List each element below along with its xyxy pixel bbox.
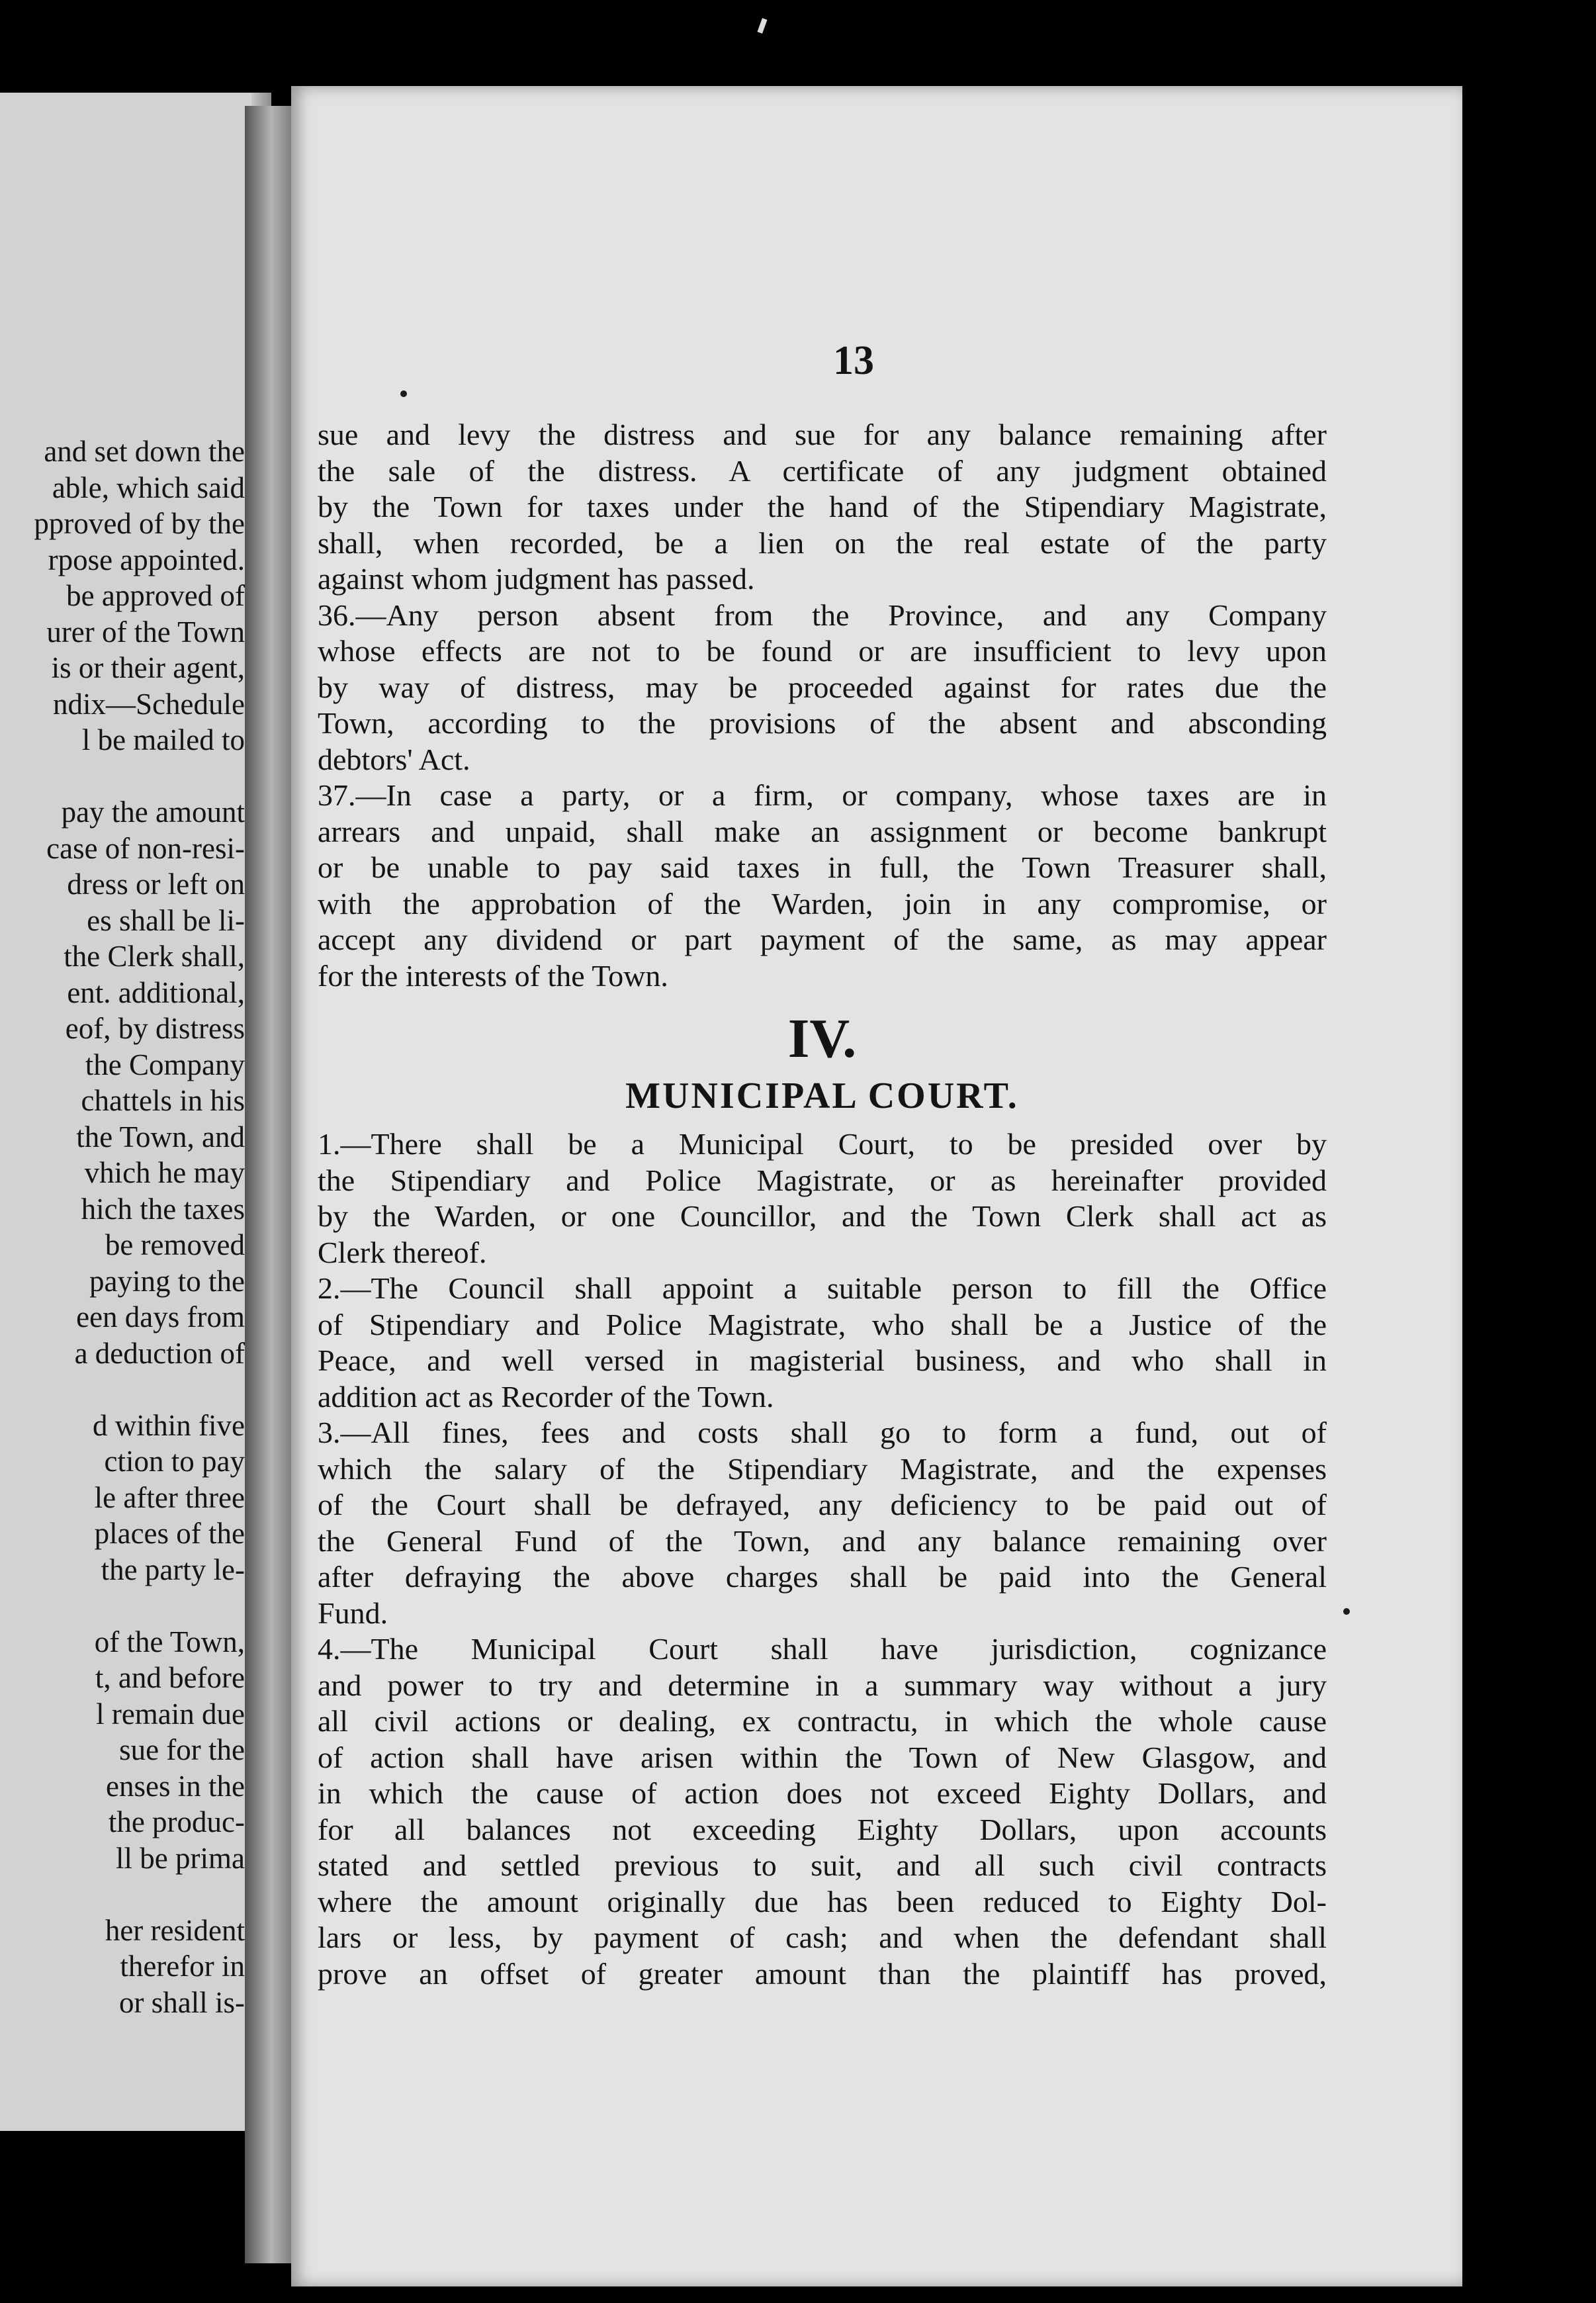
left-page-line: sue for the [119,1733,245,1766]
left-page-line: chattels in his [81,1084,245,1117]
text-line: Fund. [318,1596,388,1630]
right-page [291,86,1462,2286]
text-line: of Stipendiary and Police Magistrate, who shall be a Justice of the [318,1307,1327,1341]
left-page-line: ndix—Schedule [53,687,245,721]
left-page-line: the produc- [108,1805,245,1838]
left-page-line: l be mailed to [81,723,245,756]
left-page-line: een days from [76,1300,245,1333]
text-line: for all balances not exceeding Eighty Dollars, upon accounts [318,1812,1327,1846]
section-36-paragraph [318,598,1327,778]
text-line: the General Fund of the Town, and any balance remaining over [318,1523,1327,1558]
text-line: which the salary of the Stipendiary Magistrate, and the expenses [318,1451,1327,1486]
left-page-line: able, which said [52,471,245,504]
text-line: the sale of the distress. A certificate of any judgment obtained [318,453,1327,488]
scan-artifact-mark [757,18,767,33]
text-line: after defraying the above charges shall be paid into the General [318,1560,1327,1594]
text-line: 36.—Any person absent from the Province, and any Company [318,598,1327,632]
text-line: 37.—In case a party, or a firm, or company, whose taxes are in [318,778,1327,812]
text-line: shall, when recorded, be a lien on the real estate of the party [318,525,1327,560]
left-page-line: a deduction of [74,1336,245,1370]
clause-2-paragraph [318,1271,1327,1415]
page-body-text [318,417,1327,1992]
left-page-line: hich the taxes [81,1192,245,1226]
left-page-line: pay the amount [61,795,245,829]
text-line: lars or less, by payment of cash; and when the defendant shall [318,1920,1327,1954]
text-line: 2.—The Council shall appoint a suitable person to fill the Office [318,1271,1327,1305]
left-page-line: or shall is- [119,1985,245,2019]
left-page-line: pproved of by the [34,507,245,540]
left-page-line: be removed [105,1228,245,1261]
text-line: prove an offset of greater amount than the plaintiff has proved, [318,1956,1327,1991]
text-line: by way of distress, may be proceeded against for rates due the [318,670,1327,704]
left-page-line: l remain due [96,1697,245,1731]
left-page-line: the Town, and [76,1120,245,1153]
left-page-line: dress or left on [67,868,245,901]
left-page-line: t, and before [95,1661,245,1694]
book-gutter [245,106,298,2263]
left-page-line: the Company [85,1048,245,1081]
left-page-line: her resident [105,1913,245,1947]
left-page-line: the Clerk shall, [64,940,245,973]
text-line: 4.—The Municipal Court shall have jurisdiction, cognizance [318,1632,1327,1666]
text-line: Peace, and well versed in magisterial business, and who shall in [318,1343,1327,1377]
text-line: by the Warden, or one Councillor, and the Town Clerk shall act as [318,1199,1327,1233]
text-line: debtors' Act. [318,742,470,776]
left-page-line: of the Town, [94,1625,245,1658]
left-page-line: the party le- [101,1553,245,1586]
text-line: the Stipendiary and Police Magistrate, or as hereinafter provided [318,1163,1327,1197]
text-line: addition act as Recorder of the Town. [318,1379,774,1414]
text-line: by the Town for taxes under the hand of the Stipendiary Magistrate, [318,490,1327,523]
ink-speck [400,390,407,397]
left-page-line: enses in the [106,1769,245,1803]
text-line: for the interests of the Town. [318,958,668,993]
left-page-line: ent. additional, [67,975,245,1009]
left-page-line: is or their agent, [51,651,245,684]
paragraph-continuation [318,417,1327,598]
left-facing-page [0,93,271,2131]
text-line: stated and settled previous to suit, and all such civil contracts [318,1848,1327,1882]
text-line: arrears and unpaid, shall make an assignment or become bankrupt [318,814,1327,848]
text-line: whose effects are not to be found or are insufficient to levy upon [318,634,1327,668]
left-page-line: ll be prima [116,1841,245,1875]
section-37-paragraph [318,778,1327,994]
text-line: 3.—All fines, fees and costs shall go to form a fund, out of [318,1416,1327,1449]
text-line: or be unable to pay said taxes in full, the Town Treasurer shall, [318,850,1327,884]
left-page-line: case of non-resi- [46,831,245,865]
text-line: 1.—There shall be a Municipal Court, to be presided over by [318,1127,1327,1161]
left-page-line: paying to the [89,1264,245,1298]
left-page-line: places of the [94,1517,245,1550]
ink-speck [1343,1608,1350,1615]
text-line: of the Court shall be defrayed, any deficiency to be paid out of [318,1488,1327,1521]
text-line: accept any dividend or part payment of the same, as may appear [318,923,1327,956]
left-page-line: es shall be li- [87,903,245,937]
left-page-line: rpose appointed. [48,543,245,576]
page-number: 13 [833,338,874,383]
text-line: Clerk thereof. [318,1235,487,1269]
clause-4-paragraph [318,1631,1327,1992]
left-page-line: urer of the Town [46,615,245,649]
left-page-line: le after three [94,1480,245,1514]
left-page-line: be approved of [66,579,245,612]
clause-1-paragraph [318,1126,1327,1271]
left-page-line: eof, by distress [65,1012,245,1045]
clause-3-paragraph [318,1415,1327,1631]
text-line: and power to try and determine in a summary way without a jury [318,1668,1327,1702]
text-line: all civil actions or dealing, ex contractu, in which the whole cause [318,1704,1327,1738]
left-page-line: vhich he may [84,1156,245,1189]
text-line: sue and levy the distress and sue for any balance remaining after [318,418,1327,451]
section-numeral: IV. [787,1008,857,1069]
left-page-line: therefor in [120,1950,245,1983]
text-line: with the approbation of the Warden, join in any compromise, or [318,886,1327,921]
text-line: where the amount originally due has been reduced to Eighty Dol- [318,1884,1327,1919]
text-line: Town, according to the provisions of the absent and absconding [318,706,1327,740]
text-line: against whom judgment has passed. [318,562,755,596]
section-heading: MUNICIPAL COURT. [625,1075,1019,1116]
text-line: of action shall have arisen within the Town of New Glasgow, and [318,1740,1327,1774]
left-page-line: d within five [93,1408,245,1442]
left-page-line: ction to pay [104,1445,245,1478]
text-line: in which the cause of action does not exceed Eighty Dollars, and [318,1776,1327,1810]
left-page-line: and set down the [44,435,245,468]
